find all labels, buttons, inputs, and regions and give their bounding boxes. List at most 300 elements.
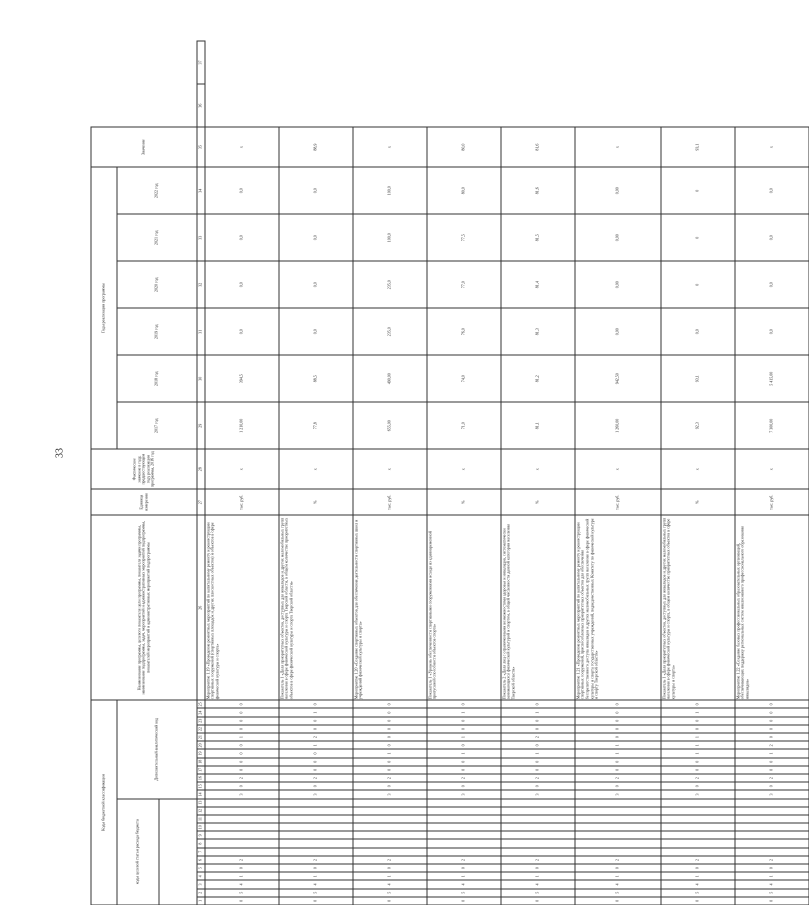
code-cell: 0 (501, 896, 575, 904)
code-cell (735, 839, 809, 847)
column-number: 5 (197, 864, 205, 872)
expense-codes-subheader (159, 798, 197, 904)
code-cell: 0 (353, 765, 427, 773)
year-value: 0,0 (279, 261, 353, 308)
column-number: 10 (197, 823, 205, 831)
row-name: Показатель 2 «Доля лиц с ограниченными возможностями здоровья и инвалидов, систематически занимающихся физической культурой и спортом, в общей численности данной категории населения Тверской области» (501, 515, 575, 700)
year-value: 88,5 (279, 355, 353, 402)
code-cell: 3 (353, 790, 427, 798)
code-cell (661, 847, 735, 855)
code-cell (575, 814, 661, 822)
row-unit: тыс. руб. (353, 489, 427, 515)
code-cell: 0 (501, 864, 575, 872)
row-unit: % (279, 489, 353, 515)
year-value: 0,0 (735, 261, 809, 308)
code-cell (575, 831, 661, 839)
row-fact-value: х (735, 449, 809, 489)
code-cell: 0 (661, 864, 735, 872)
column-number: 1 (197, 896, 205, 904)
row-fact-value: х (279, 449, 353, 489)
year-value: 77,5 (427, 214, 501, 261)
year-value: 5 415,00 (735, 355, 809, 402)
code-cell: 0 (205, 700, 279, 708)
code-cell (279, 823, 353, 831)
code-cell: 0 (205, 782, 279, 790)
code-cell: 1 (661, 733, 735, 741)
code-cell: 2 (501, 855, 575, 863)
year-header: 2022 год (117, 167, 197, 214)
code-cell (575, 847, 661, 855)
year-value: 81,4 (501, 261, 575, 308)
code-cell: 1 (661, 872, 735, 880)
column-number: 17 (197, 765, 205, 773)
year-value: 77,0 (427, 261, 501, 308)
code-cell: 5 (427, 888, 501, 896)
code-cell: 2 (735, 774, 809, 782)
year-value: 235,0 (353, 261, 427, 308)
year-value: 0,0 (735, 308, 809, 355)
code-cell: 0 (279, 724, 353, 732)
code-cell: 0 (279, 757, 353, 765)
code-cell: 0 (279, 782, 353, 790)
code-cell: 0 (205, 741, 279, 749)
code-cell: 0 (205, 708, 279, 716)
code-cell (661, 831, 735, 839)
code-cell (353, 847, 427, 855)
code-cell: 0 (661, 716, 735, 724)
code-cell: 1 (501, 708, 575, 716)
code-cell: 5 (353, 888, 427, 896)
table-row (575, 41, 661, 905)
code-cell: 4 (501, 880, 575, 888)
code-cell (279, 839, 353, 847)
code-cell (501, 806, 575, 814)
code-cell (575, 823, 661, 831)
column-number: 36 (197, 84, 205, 127)
code-cell: 0 (661, 724, 735, 732)
code-cell: 0 (735, 724, 809, 732)
year-value: 81,1 (501, 402, 575, 449)
code-cell: 0 (661, 700, 735, 708)
year-value: 394,5 (205, 355, 279, 402)
code-cell: 4 (735, 880, 809, 888)
code-cell (501, 831, 575, 839)
year-value: 0 (661, 261, 735, 308)
code-cell (205, 806, 279, 814)
code-cell: 2 (205, 774, 279, 782)
year-value: 0,00 (575, 308, 661, 355)
code-cell: 2 (501, 733, 575, 741)
row-unit: % (661, 489, 735, 515)
code-cell: 0 (575, 765, 661, 773)
code-cell (353, 798, 427, 806)
row-unit: % (427, 489, 501, 515)
column-number: 2 (197, 888, 205, 896)
code-cell: 0 (205, 765, 279, 773)
row-total-value: 88,9 (279, 127, 353, 167)
table-row (427, 41, 501, 905)
row-name: Показатель 1 «Доля приоритетных объектов, доступных для инвалидов и других маломобильных групп населения в сфере физической культуры и спорта Тверской области, в общем количестве приоритетных объектов в сфере физической культуры и спорта Тверской области» (279, 515, 353, 700)
column-number: 12 (197, 806, 205, 814)
code-cell: 1 (575, 872, 661, 880)
code-cell: 1 (279, 872, 353, 880)
year-value: 490,00 (353, 355, 427, 402)
code-cell: 2 (661, 855, 735, 863)
code-cell: 2 (735, 741, 809, 749)
code-cell (661, 823, 735, 831)
year-value: 0,0 (735, 214, 809, 261)
code-cell: 0 (661, 782, 735, 790)
code-cell: 0 (575, 708, 661, 716)
year-value: 655,00 (353, 402, 427, 449)
code-cell: 5 (575, 888, 661, 896)
code-cell: 0 (205, 716, 279, 724)
code-cell: 1 (279, 741, 353, 749)
year-value: 81,2 (501, 355, 575, 402)
row-unit: % (501, 489, 575, 515)
code-cell: 0 (427, 716, 501, 724)
column-number: 21 (197, 733, 205, 741)
code-cell: 0 (353, 724, 427, 732)
row-total-value: х (735, 127, 809, 167)
year-value: 0,00 (575, 261, 661, 308)
code-cell: 0 (575, 782, 661, 790)
unit-column-header: Единица измерения (91, 489, 197, 515)
column-number: 33 (197, 214, 205, 261)
code-cell: 0 (501, 741, 575, 749)
code-cell (661, 814, 735, 822)
code-cell: 1 (575, 741, 661, 749)
year-value: 81,6 (501, 167, 575, 214)
year-value: 80,0 (427, 167, 501, 214)
year-value: 0 (661, 167, 735, 214)
column-number: 27 (197, 489, 205, 515)
code-cell: 1 (427, 749, 501, 757)
code-cell (735, 823, 809, 831)
code-cell (427, 847, 501, 855)
code-cell: 0 (353, 700, 427, 708)
code-cell: 0 (353, 733, 427, 741)
row-unit: тыс. руб. (735, 489, 809, 515)
year-value: 235,0 (353, 308, 427, 355)
row-fact-value: х (205, 449, 279, 489)
code-cell: 0 (501, 765, 575, 773)
code-cell (427, 798, 501, 806)
code-cell: 3 (501, 790, 575, 798)
code-cell: 5 (735, 888, 809, 896)
year-value: 81,5 (501, 214, 575, 261)
row-fact-value: х (661, 449, 735, 489)
code-cell: 0 (427, 741, 501, 749)
code-cell: 0 (575, 864, 661, 872)
year-value: 81,3 (501, 308, 575, 355)
code-cell (427, 806, 501, 814)
column-number: 30 (197, 355, 205, 402)
name-column-header: Наименование программы, целевого показателя цели программы, показателя задачи программы, наименование подпрограммы, задач, мероприятий и административных мероприятий подпрограммы, показателей мероприятий и административных мероприятий подпрограммы (91, 515, 197, 700)
column-number: 26 (197, 515, 205, 700)
code-cell: 1 (735, 749, 809, 757)
column-number: 4 (197, 872, 205, 880)
column-number: 29 (197, 402, 205, 449)
code-cell: 0 (353, 864, 427, 872)
column-number: 14 (197, 790, 205, 798)
code-cell: 1 (501, 872, 575, 880)
row-name: Показатель 1 «Уровень обеспеченности спортивными сооружениями исходя из единовременной пропускной способности объектов спорта» (427, 515, 501, 700)
year-header: 2018 год (117, 355, 197, 402)
code-cell: 1 (353, 749, 427, 757)
year-value: 100,0 (353, 214, 427, 261)
program-table (90, 40, 809, 905)
code-cell: 4 (353, 880, 427, 888)
year-value: 71,0 (427, 402, 501, 449)
year-header: 2020 год (117, 261, 197, 308)
row-unit: тыс. руб. (575, 489, 661, 515)
code-cell: 0 (735, 864, 809, 872)
code-cell: 0 (661, 757, 735, 765)
code-cell: 2 (279, 774, 353, 782)
code-cell: 0 (353, 716, 427, 724)
code-cell (205, 798, 279, 806)
code-cell (205, 823, 279, 831)
year-value: 942,50 (575, 355, 661, 402)
code-cell: 0 (575, 896, 661, 904)
code-cell (205, 814, 279, 822)
row-total-value: 93,1 (661, 127, 735, 167)
column-number: 25 (197, 700, 205, 708)
year-value: 0 (661, 214, 735, 261)
code-cell: 0 (735, 700, 809, 708)
column-number: 7 (197, 847, 205, 855)
code-cell: 0 (575, 716, 661, 724)
year-value: 74,0 (427, 355, 501, 402)
table-row (661, 41, 735, 905)
code-cell: 0 (353, 708, 427, 716)
code-cell: 3 (575, 790, 661, 798)
row-total-value: х (575, 127, 661, 167)
column-number: 32 (197, 261, 205, 308)
code-cell (501, 823, 575, 831)
code-cell: 1 (501, 749, 575, 757)
code-cell (353, 831, 427, 839)
code-cell: 0 (279, 864, 353, 872)
code-cell (501, 847, 575, 855)
code-cell (501, 839, 575, 847)
code-cell: 5 (279, 888, 353, 896)
code-cell: 2 (501, 774, 575, 782)
code-cell: 0 (575, 724, 661, 732)
code-cell: 3 (661, 790, 735, 798)
code-cell: 0 (279, 716, 353, 724)
code-cell: 0 (353, 782, 427, 790)
code-cell: 0 (735, 765, 809, 773)
code-cell: 3 (205, 790, 279, 798)
code-cell: 0 (427, 864, 501, 872)
program-table-sheet (90, 40, 774, 905)
code-cell: 3 (427, 790, 501, 798)
code-cell: 1 (427, 708, 501, 716)
code-cell (279, 814, 353, 822)
code-cell: 2 (427, 855, 501, 863)
fact-column-header: Фактическое значение в году, предшествующем году реализации программы, 2016 год (91, 449, 197, 489)
code-cell: 4 (427, 880, 501, 888)
year-value: 1 260,00 (575, 402, 661, 449)
year-value: 77,8 (279, 402, 353, 449)
table-row (735, 41, 809, 905)
code-cell: 0 (353, 896, 427, 904)
code-cell: 0 (735, 757, 809, 765)
column-number: 9 (197, 831, 205, 839)
code-cell: 0 (735, 733, 809, 741)
code-cell: 2 (575, 774, 661, 782)
code-cell: 5 (205, 888, 279, 896)
column-number: 6 (197, 855, 205, 863)
row-name: Мероприятие 1.21 «Проведение ремонтных мероприятий по капитальному ремонту и реконструкции спортивных сооружений, приспособленных приоритетных объектов для обеспечения беспрепятственного доступа инвалидов и других маломобильных групп населения в сфере физической культуры и спорта государственных учреждений, подведомственных Комитету по физической культуре и спорту Тверской области» (575, 515, 661, 700)
code-cell: 0 (501, 724, 575, 732)
code-cell (661, 839, 735, 847)
code-cell (427, 814, 501, 822)
code-cell (205, 831, 279, 839)
column-number: 23 (197, 716, 205, 724)
row-name: Мероприятие 1.19 «Проведение ремонтных мероприятий по капитальному ремонту и реконструкции спортивных сооружений (спортивных площадок и других плоскостных объектов) и объектов в сфере физической культуры и спорта» (205, 515, 279, 700)
extra-code-header: Дополнительный аналитический код (117, 700, 197, 798)
code-cell (205, 847, 279, 855)
code-cell: 0 (735, 716, 809, 724)
code-cell: 0 (427, 724, 501, 732)
year-value: 93,1 (661, 355, 735, 402)
code-cell (735, 798, 809, 806)
year-value: 0,0 (205, 308, 279, 355)
code-cell: 2 (427, 774, 501, 782)
code-cell (279, 798, 353, 806)
code-cell: 1 (661, 708, 735, 716)
value-column-header: Значение (91, 127, 197, 167)
years-group-header: Годы реализации программы (91, 167, 117, 449)
row-name: Показатель 1 «Доля приоритетных объектов, доступных для инвалидов и других маломобильных групп населения в сфере физической культуры и спорта, в общем количестве приоритетных объектов в сфере культуры и спорта» (661, 515, 735, 700)
code-cell: 0 (735, 896, 809, 904)
column-number: 28 (197, 449, 205, 489)
code-cell: 0 (661, 765, 735, 773)
code-cell (501, 814, 575, 822)
codes-group-header: Коды бюджетной классификации (91, 700, 117, 905)
code-cell (575, 839, 661, 847)
code-cell (205, 839, 279, 847)
code-cell (353, 823, 427, 831)
code-cell: 0 (279, 896, 353, 904)
code-cell: 0 (427, 700, 501, 708)
code-cell: 1 (205, 733, 279, 741)
row-unit: тыс. руб. (205, 489, 279, 515)
code-cell (427, 823, 501, 831)
year-value: 0,0 (279, 167, 353, 214)
code-cell: 5 (661, 888, 735, 896)
row-total-value: 80,0 (427, 127, 501, 167)
year-value: 0,00 (575, 167, 661, 214)
row-total-value: 81,6 (501, 127, 575, 167)
code-cell: 0 (501, 757, 575, 765)
row-fact-value: х (501, 449, 575, 489)
code-cell: 0 (501, 716, 575, 724)
code-cell (735, 847, 809, 855)
code-cell: 0 (501, 782, 575, 790)
code-cell: 0 (279, 749, 353, 757)
year-header: 2019 год (117, 308, 197, 355)
code-cell: 1 (205, 872, 279, 880)
code-cell: 3 (279, 790, 353, 798)
code-cell: 2 (353, 855, 427, 863)
column-number: 13 (197, 798, 205, 806)
column-number: 16 (197, 774, 205, 782)
code-cell: 0 (575, 757, 661, 765)
column-number: 8 (197, 839, 205, 847)
year-value: 7 300,00 (735, 402, 809, 449)
table-row (501, 41, 575, 905)
year-value: 0,0 (661, 308, 735, 355)
code-cell: 5 (501, 888, 575, 896)
row-total-value: х (353, 127, 427, 167)
row-fact-value: х (575, 449, 661, 489)
code-cell: 0 (575, 700, 661, 708)
column-number: 35 (197, 127, 205, 167)
code-cell: 1 (575, 749, 661, 757)
code-cell: 0 (427, 896, 501, 904)
column-number: 3 (197, 880, 205, 888)
code-cell (575, 798, 661, 806)
code-cell: 0 (735, 782, 809, 790)
expense-codes-header: коды целевой статьи расхода бюджета (117, 798, 159, 904)
code-cell: 1 (427, 733, 501, 741)
code-cell: 0 (427, 782, 501, 790)
code-cell: 1 (427, 872, 501, 880)
year-header: 2017 год (117, 402, 197, 449)
column-number: 22 (197, 724, 205, 732)
code-cell: 2 (279, 733, 353, 741)
year-value: 0,0 (205, 167, 279, 214)
column-number: 37 (197, 41, 205, 84)
code-cell (353, 806, 427, 814)
code-cell: 0 (205, 749, 279, 757)
year-value: 0,00 (575, 214, 661, 261)
code-cell: 2 (205, 855, 279, 863)
code-cell: 0 (205, 896, 279, 904)
column-number: 31 (197, 308, 205, 355)
code-cell (735, 831, 809, 839)
code-cell: 1 (279, 708, 353, 716)
code-cell: 0 (205, 864, 279, 872)
year-value: 100,0 (353, 167, 427, 214)
code-cell: 0 (353, 757, 427, 765)
code-cell (501, 798, 575, 806)
code-cell: 0 (501, 700, 575, 708)
code-cell (427, 831, 501, 839)
year-value: 0,0 (279, 214, 353, 261)
code-cell: 1 (353, 872, 427, 880)
code-cell: 3 (735, 790, 809, 798)
column-number: 34 (197, 167, 205, 214)
code-cell (735, 806, 809, 814)
table-row (205, 41, 279, 905)
code-cell (353, 814, 427, 822)
code-cell: 1 (661, 741, 735, 749)
code-cell: 2 (279, 855, 353, 863)
code-cell: 0 (353, 741, 427, 749)
year-value: 92,3 (661, 402, 735, 449)
code-cell (427, 839, 501, 847)
code-cell: 2 (575, 855, 661, 863)
row-fact-value: х (353, 449, 427, 489)
year-value: 76,0 (427, 308, 501, 355)
code-cell: 1 (735, 872, 809, 880)
column-number: 24 (197, 708, 205, 716)
